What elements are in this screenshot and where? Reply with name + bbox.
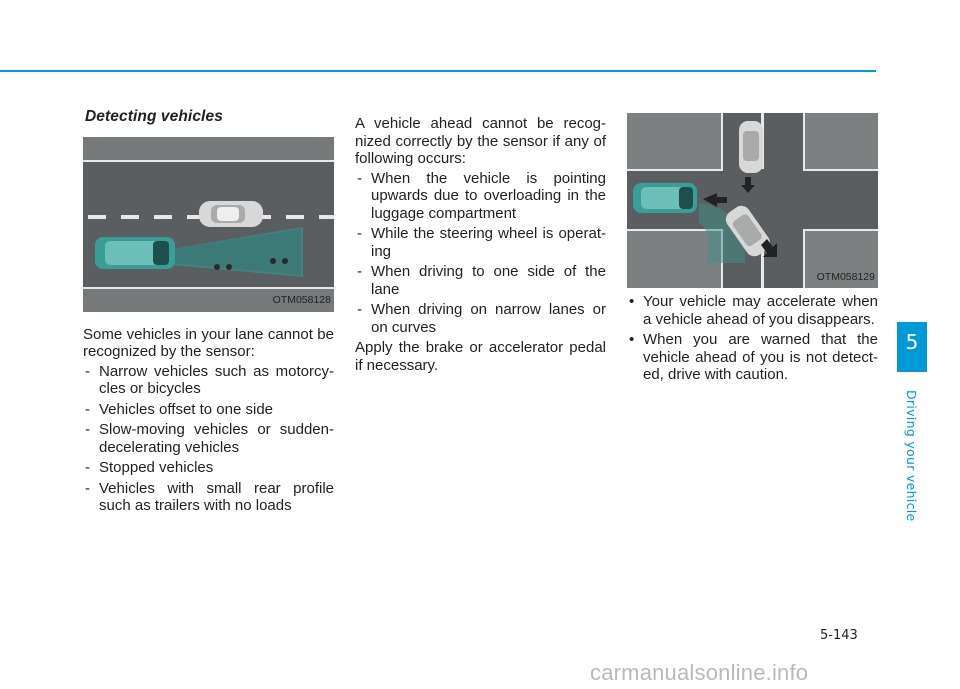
caution-list <box>627 293 878 384</box>
car-white-top <box>739 121 763 173</box>
intro-paragraph: Some vehicles in your lane cannot be recognized by the sensor: <box>83 325 334 360</box>
list-item: - Vehicles with small rear profile such as trailers with no loads <box>85 479 334 514</box>
car-white <box>199 201 263 227</box>
chapter-title: Driving your vehicle <box>904 390 919 522</box>
list-item: • When you are warned that the vehicle ahead of you is not detect-ed, drive with caution. <box>629 331 878 383</box>
figure-caption: OTM058128 <box>272 294 331 306</box>
list-item: - While the steering wheel is operat-ing <box>357 225 606 260</box>
column-2 <box>355 115 606 374</box>
list-item: - Vehicles offset to one side <box>85 400 274 418</box>
list-item: - Narrow vehicles such as motorcy-cles or bicycles <box>85 362 334 397</box>
intro-paragraph: A vehicle ahead cannot be recog-nized correctly by the sensor if any of following occurs: <box>355 115 606 167</box>
car-teal <box>95 237 175 269</box>
column-3 <box>627 113 878 387</box>
list-item: - When the vehicle is pointing upwards due to overloading in the luggage compartment <box>357 169 606 222</box>
watermark: carmanualsonline.info <box>590 660 809 685</box>
section-heading: Detecting vehicles <box>85 108 223 125</box>
figure-vehicles-lane <box>83 137 334 312</box>
chapter-title-vertical <box>899 390 921 522</box>
chapter-number: 5 <box>905 330 919 354</box>
car-teal <box>633 183 697 213</box>
undetected-vehicles-list <box>83 363 334 515</box>
figure-intersection <box>627 113 878 288</box>
list-item: • Your vehicle may accelerate when a vehicle ahead of you disappears. <box>629 293 878 328</box>
page-number: 5-143 <box>820 628 858 643</box>
intersection-illustration <box>627 113 878 288</box>
figure-caption: OTM058129 <box>816 270 875 283</box>
list-item: - Slow-moving vehicles or sudden-decelerating vehicles <box>85 421 334 456</box>
column-1 <box>83 108 334 518</box>
header-rule <box>0 70 876 72</box>
list-item: - When driving to one side of the lane <box>357 263 606 298</box>
list-item: - When driving on narrow lanes or on curves <box>357 301 606 336</box>
list-item: - Stopped vehicles <box>85 459 214 476</box>
road-illustration <box>83 137 334 312</box>
closing-paragraph: Apply the brake or accelerator pedal if necessary. <box>355 339 606 374</box>
conditions-list <box>355 170 606 337</box>
